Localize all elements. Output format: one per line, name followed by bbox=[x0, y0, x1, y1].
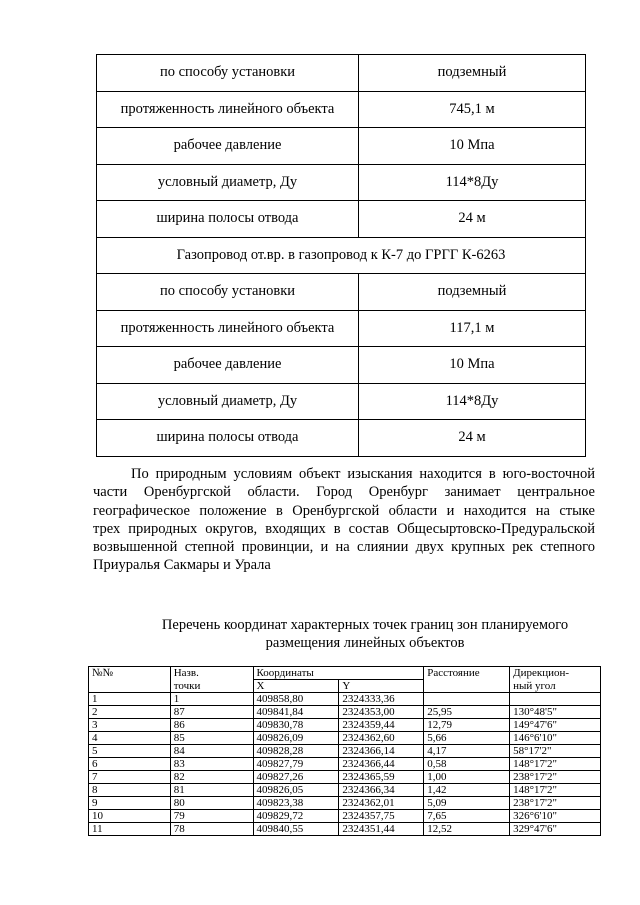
cell-y: 2324366,34 bbox=[339, 784, 424, 797]
cell-name: 86 bbox=[170, 719, 253, 732]
parameter-value: 745,1 м bbox=[359, 91, 586, 128]
table-row bbox=[89, 706, 601, 719]
coords-header-row bbox=[89, 680, 601, 693]
cell-y: 2324333,36 bbox=[339, 693, 424, 706]
parameter-label: рабочее давление bbox=[97, 347, 359, 384]
table-row bbox=[89, 797, 601, 810]
cell-num: 3 bbox=[89, 719, 171, 732]
cell-num: 7 bbox=[89, 771, 171, 784]
paragraph-line: географическое положение в Оренбургской области и находится на стыке bbox=[93, 502, 595, 519]
table-row bbox=[89, 810, 601, 823]
header-distance-cont bbox=[424, 680, 510, 693]
cell-y: 2324362,60 bbox=[339, 732, 424, 745]
parameter-row bbox=[97, 383, 586, 420]
cell-x: 409826,09 bbox=[253, 732, 339, 745]
parameter-label: ширина полосы отвода bbox=[97, 201, 359, 238]
parameter-row bbox=[97, 310, 586, 347]
parameter-label: рабочее давление bbox=[97, 128, 359, 165]
cell-y: 2324366,44 bbox=[339, 758, 424, 771]
cell-y: 2324351,44 bbox=[339, 823, 424, 836]
cell-num: 5 bbox=[89, 745, 171, 758]
cell-num: 8 bbox=[89, 784, 171, 797]
cell-name: 84 bbox=[170, 745, 253, 758]
cell-num: 11 bbox=[89, 823, 171, 836]
cell-angle: 148°17'2" bbox=[510, 784, 601, 797]
cell-distance: 1,42 bbox=[424, 784, 510, 797]
coordinates-table bbox=[88, 666, 601, 836]
header-y: Y bbox=[339, 680, 424, 693]
header-angle-cont: ный угол bbox=[510, 680, 601, 693]
cell-angle: 146°6'10" bbox=[510, 732, 601, 745]
cell-num: 2 bbox=[89, 706, 171, 719]
paragraph-line: части Оренбургской области. Город Оренбург занимает центральное bbox=[93, 484, 595, 501]
cell-x: 409841,84 bbox=[253, 706, 339, 719]
header-coordinates: Координаты bbox=[253, 667, 424, 680]
cell-angle: 329°47'6" bbox=[510, 823, 601, 836]
cell-x: 409858,80 bbox=[253, 693, 339, 706]
pipeline-parameters-table bbox=[96, 54, 586, 457]
cell-y: 2324365,59 bbox=[339, 771, 424, 784]
parameter-value: 10 Мпа bbox=[359, 128, 586, 165]
cell-x: 409828,28 bbox=[253, 745, 339, 758]
header-point-name: Назв. bbox=[170, 667, 253, 680]
cell-angle bbox=[510, 693, 601, 706]
paragraph-line: По природным условиям объект изыскания находится в юго-восточной bbox=[131, 466, 595, 482]
cell-x: 409827,26 bbox=[253, 771, 339, 784]
caption-line: Перечень координат характерных точек границ зон планируемого bbox=[161, 617, 569, 633]
cell-y: 2324366,14 bbox=[339, 745, 424, 758]
cell-angle: 238°17'2" bbox=[510, 797, 601, 810]
body-paragraph bbox=[93, 465, 595, 575]
cell-distance: 25,95 bbox=[424, 706, 510, 719]
cell-distance: 12,79 bbox=[424, 719, 510, 732]
cell-distance: 1,00 bbox=[424, 771, 510, 784]
cell-angle: 130°48'5" bbox=[510, 706, 601, 719]
header-num: №№ bbox=[89, 667, 171, 680]
cell-angle: 149°47'6" bbox=[510, 719, 601, 732]
cell-distance: 0,58 bbox=[424, 758, 510, 771]
header-point-name-cont: точки bbox=[170, 680, 253, 693]
cell-y: 2324359,44 bbox=[339, 719, 424, 732]
parameter-value: 114*8Ду bbox=[359, 164, 586, 201]
header-num-cont bbox=[89, 680, 171, 693]
parameter-value: 24 м bbox=[359, 201, 586, 238]
parameter-value: 10 Мпа bbox=[359, 347, 586, 384]
parameter-row bbox=[97, 347, 586, 384]
cell-angle: 326°6'10" bbox=[510, 810, 601, 823]
cell-name: 1 bbox=[170, 693, 253, 706]
parameter-value: подземный bbox=[359, 55, 586, 92]
header-x: X bbox=[253, 680, 339, 693]
cell-distance bbox=[424, 693, 510, 706]
cell-x: 409840,55 bbox=[253, 823, 339, 836]
cell-y: 2324353,00 bbox=[339, 706, 424, 719]
cell-num: 9 bbox=[89, 797, 171, 810]
cell-y: 2324362,01 bbox=[339, 797, 424, 810]
cell-distance: 7,65 bbox=[424, 810, 510, 823]
parameter-value: 24 м bbox=[359, 420, 586, 457]
table-row bbox=[89, 823, 601, 836]
coords-header-row bbox=[89, 667, 601, 680]
paragraph-line: Приуралья Сакмары и Урала bbox=[93, 557, 271, 574]
parameter-label: протяженность линейного объекта bbox=[97, 310, 359, 347]
cell-x: 409823,38 bbox=[253, 797, 339, 810]
coordinates-caption bbox=[93, 616, 637, 652]
cell-name: 81 bbox=[170, 784, 253, 797]
cell-num: 1 bbox=[89, 693, 171, 706]
cell-y: 2324357,75 bbox=[339, 810, 424, 823]
cell-x: 409827,79 bbox=[253, 758, 339, 771]
parameter-row bbox=[97, 91, 586, 128]
cell-num: 4 bbox=[89, 732, 171, 745]
parameter-label: ширина полосы отвода bbox=[97, 420, 359, 457]
table-row bbox=[89, 784, 601, 797]
table-row bbox=[89, 732, 601, 745]
cell-num: 10 bbox=[89, 810, 171, 823]
cell-angle: 58°17'2" bbox=[510, 745, 601, 758]
parameter-label: условный диаметр, Ду bbox=[97, 383, 359, 420]
caption-line: размещения линейных объектов bbox=[265, 635, 465, 651]
cell-x: 409829,72 bbox=[253, 810, 339, 823]
table-row bbox=[89, 719, 601, 732]
parameter-value: 117,1 м bbox=[359, 310, 586, 347]
parameter-row bbox=[97, 420, 586, 457]
cell-name: 79 bbox=[170, 810, 253, 823]
parameter-row bbox=[97, 274, 586, 311]
cell-name: 87 bbox=[170, 706, 253, 719]
cell-distance: 4,17 bbox=[424, 745, 510, 758]
section-heading: Газопровод от.вр. в газопровод к К-7 до ГРГГ К-6263 bbox=[97, 237, 586, 274]
header-distance: Расстояние bbox=[424, 667, 510, 680]
parameter-value: 114*8Ду bbox=[359, 383, 586, 420]
table-row bbox=[89, 771, 601, 784]
cell-distance: 5,09 bbox=[424, 797, 510, 810]
cell-angle: 238°17'2" bbox=[510, 771, 601, 784]
paragraph-line: трех природных округов, входящих в состав Общесыртовско-Предуральской bbox=[93, 520, 595, 537]
table-row bbox=[89, 745, 601, 758]
header-angle: Дирекцион- bbox=[510, 667, 601, 680]
cell-x: 409826,05 bbox=[253, 784, 339, 797]
section-heading-row bbox=[97, 237, 586, 274]
table-row bbox=[89, 693, 601, 706]
parameter-row bbox=[97, 128, 586, 165]
cell-name: 85 bbox=[170, 732, 253, 745]
parameter-row bbox=[97, 55, 586, 92]
cell-name: 83 bbox=[170, 758, 253, 771]
parameter-label: по способу установки bbox=[97, 55, 359, 92]
cell-name: 80 bbox=[170, 797, 253, 810]
parameter-row bbox=[97, 201, 586, 238]
cell-distance: 5,66 bbox=[424, 732, 510, 745]
cell-distance: 12,52 bbox=[424, 823, 510, 836]
parameter-label: протяженность линейного объекта bbox=[97, 91, 359, 128]
cell-name: 78 bbox=[170, 823, 253, 836]
parameter-label: по способу установки bbox=[97, 274, 359, 311]
cell-angle: 148°17'2" bbox=[510, 758, 601, 771]
cell-name: 82 bbox=[170, 771, 253, 784]
paragraph-line: возвышенной степной провинции, и на слиянии двух крупных рек степного bbox=[93, 539, 595, 556]
parameter-label: условный диаметр, Ду bbox=[97, 164, 359, 201]
parameter-value: подземный bbox=[359, 274, 586, 311]
cell-x: 409830,78 bbox=[253, 719, 339, 732]
table-row bbox=[89, 758, 601, 771]
parameter-row bbox=[97, 164, 586, 201]
cell-num: 6 bbox=[89, 758, 171, 771]
